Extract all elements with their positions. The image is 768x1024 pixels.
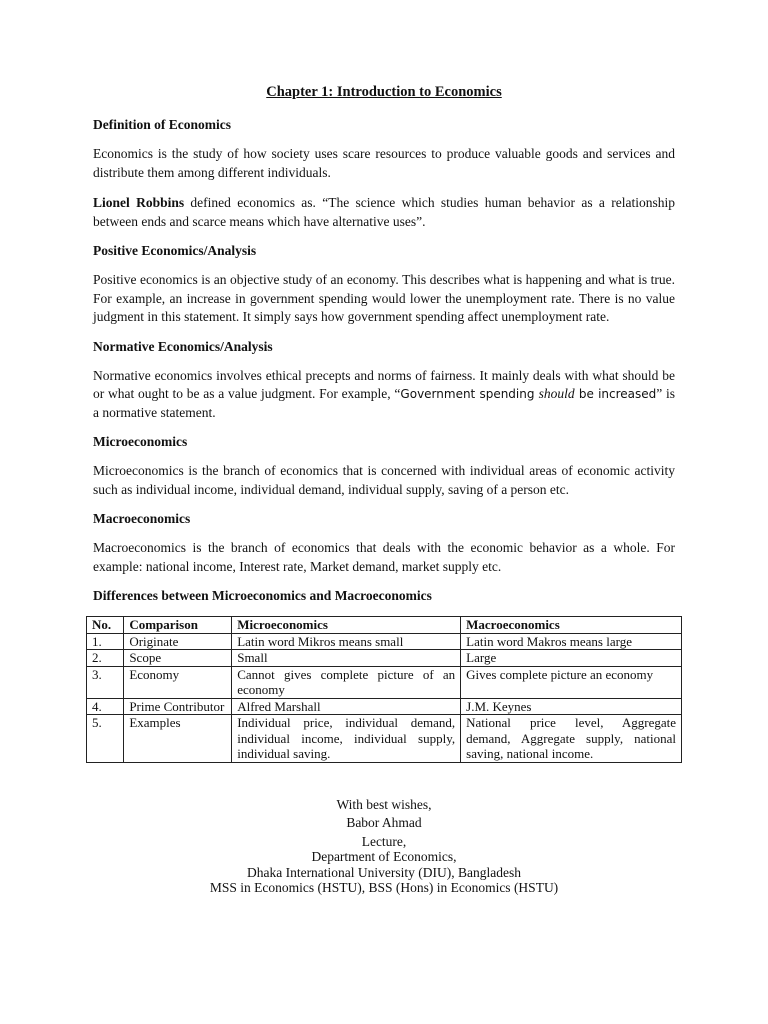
cell-micro: Small — [232, 650, 461, 667]
header-comparison: Comparison — [124, 617, 232, 634]
signature-title: Lecture, — [361, 833, 407, 849]
cell-no: 3. — [87, 666, 124, 698]
table-row — [87, 715, 682, 763]
para-normative — [93, 367, 675, 423]
para-definition: Economics is the study of how society uses scare resources to produce valuable goods and services and distribute them among different individuals. — [93, 146, 675, 180]
normative-text-after: ” is a normative statement. — [93, 386, 676, 420]
heading-normative: Normative Economics/Analysis — [93, 338, 273, 354]
comparison-table — [86, 616, 682, 763]
heading-positive: Positive Economics/Analysis — [93, 243, 257, 258]
cell-comparison: Originate — [124, 633, 232, 650]
cell-macro: National price level, Aggregate demand, Aggregate supply, national saving, national income. — [461, 715, 682, 763]
heading-differences: Differences between Microeconomics and Macroeconomics — [93, 588, 432, 603]
signature-greeting: With best wishes, — [336, 796, 432, 812]
para-robbins — [93, 194, 675, 231]
header-macro: Macroeconomics — [461, 617, 682, 634]
cell-no: 5. — [87, 715, 124, 763]
header-micro: Microeconomics — [232, 617, 461, 634]
chapter-title: Chapter 1: Introduction to Economics — [266, 84, 502, 100]
heading-macro: Macroeconomics — [93, 511, 191, 526]
normative-quote-end: be increased — [574, 387, 657, 401]
signature-university: Dhaka International University (DIU), Bangladesh — [246, 864, 522, 880]
table-header-row — [87, 617, 682, 634]
cell-no: 2. — [87, 650, 124, 667]
cell-macro: Latin word Makros means large — [461, 633, 682, 650]
robbins-name: Lionel Robbins — [93, 195, 185, 210]
robbins-text: defined economics as. “The science which studies human behavior as a relationship between ends and scarce means which have alternative uses”. — [93, 195, 675, 229]
heading-definition: Definition of Economics — [93, 117, 231, 132]
normative-quote-start: Government spending — [400, 387, 539, 401]
cell-micro: Latin word Mikros means small — [232, 633, 461, 650]
table-row — [87, 698, 682, 715]
para-positive: Positive economics is an objective study of an economy. This describes what is happening and what is true. For example, an increase in government spending would lower the unemployment rate. There is no value judgment in this statement. It simply says how government spending affect unemployment rate. — [93, 272, 675, 324]
para-macro: Macroeconomics is the branch of economics that deals with the economic behavior as a whole. For example: national income, Interest rate, Market demand, market supply etc. — [93, 540, 675, 574]
cell-comparison: Economy — [124, 666, 232, 698]
cell-no: 4. — [87, 698, 124, 715]
table-row — [87, 666, 682, 698]
cell-macro: Large — [461, 650, 682, 667]
cell-macro: J.M. Keynes — [461, 698, 682, 715]
header-no: No. — [87, 617, 124, 634]
signature-department: Department of Economics, — [311, 849, 457, 864]
signature-degrees: MSS in Economics (HSTU), BSS (Hons) in Economics (HSTU) — [209, 880, 559, 895]
cell-comparison: Examples — [124, 715, 232, 763]
table-row — [87, 633, 682, 650]
normative-quote-emph: should — [538, 386, 575, 401]
cell-macro: Gives complete picture an economy — [461, 666, 682, 698]
cell-comparison: Scope — [124, 650, 232, 667]
table-row — [87, 650, 682, 667]
cell-no: 1. — [87, 633, 124, 650]
cell-micro: Alfred Marshall — [232, 698, 461, 715]
cell-micro: Cannot gives complete picture of an economy — [232, 666, 461, 698]
para-micro: Microeconomics is the branch of economics that is concerned with individual areas of economic activity such as individual income, individual demand, individual supply, saving of a person etc. — [93, 463, 675, 497]
heading-micro: Microeconomics — [93, 434, 188, 449]
cell-micro: Individual price, individual demand, individual income, individual supply, individual saving. — [232, 715, 461, 763]
signature-block — [93, 797, 675, 896]
comparison-table-wrap — [86, 616, 682, 763]
normative-text-before: Normative economics involves ethical precepts and norms of fairness. It mainly deals with what should be or what ought to be as a value judgment. For example, “ — [93, 367, 675, 401]
signature-name: Babor Ahmad — [346, 815, 422, 830]
document-page — [93, 84, 675, 896]
cell-comparison: Prime Contributor — [124, 698, 232, 715]
